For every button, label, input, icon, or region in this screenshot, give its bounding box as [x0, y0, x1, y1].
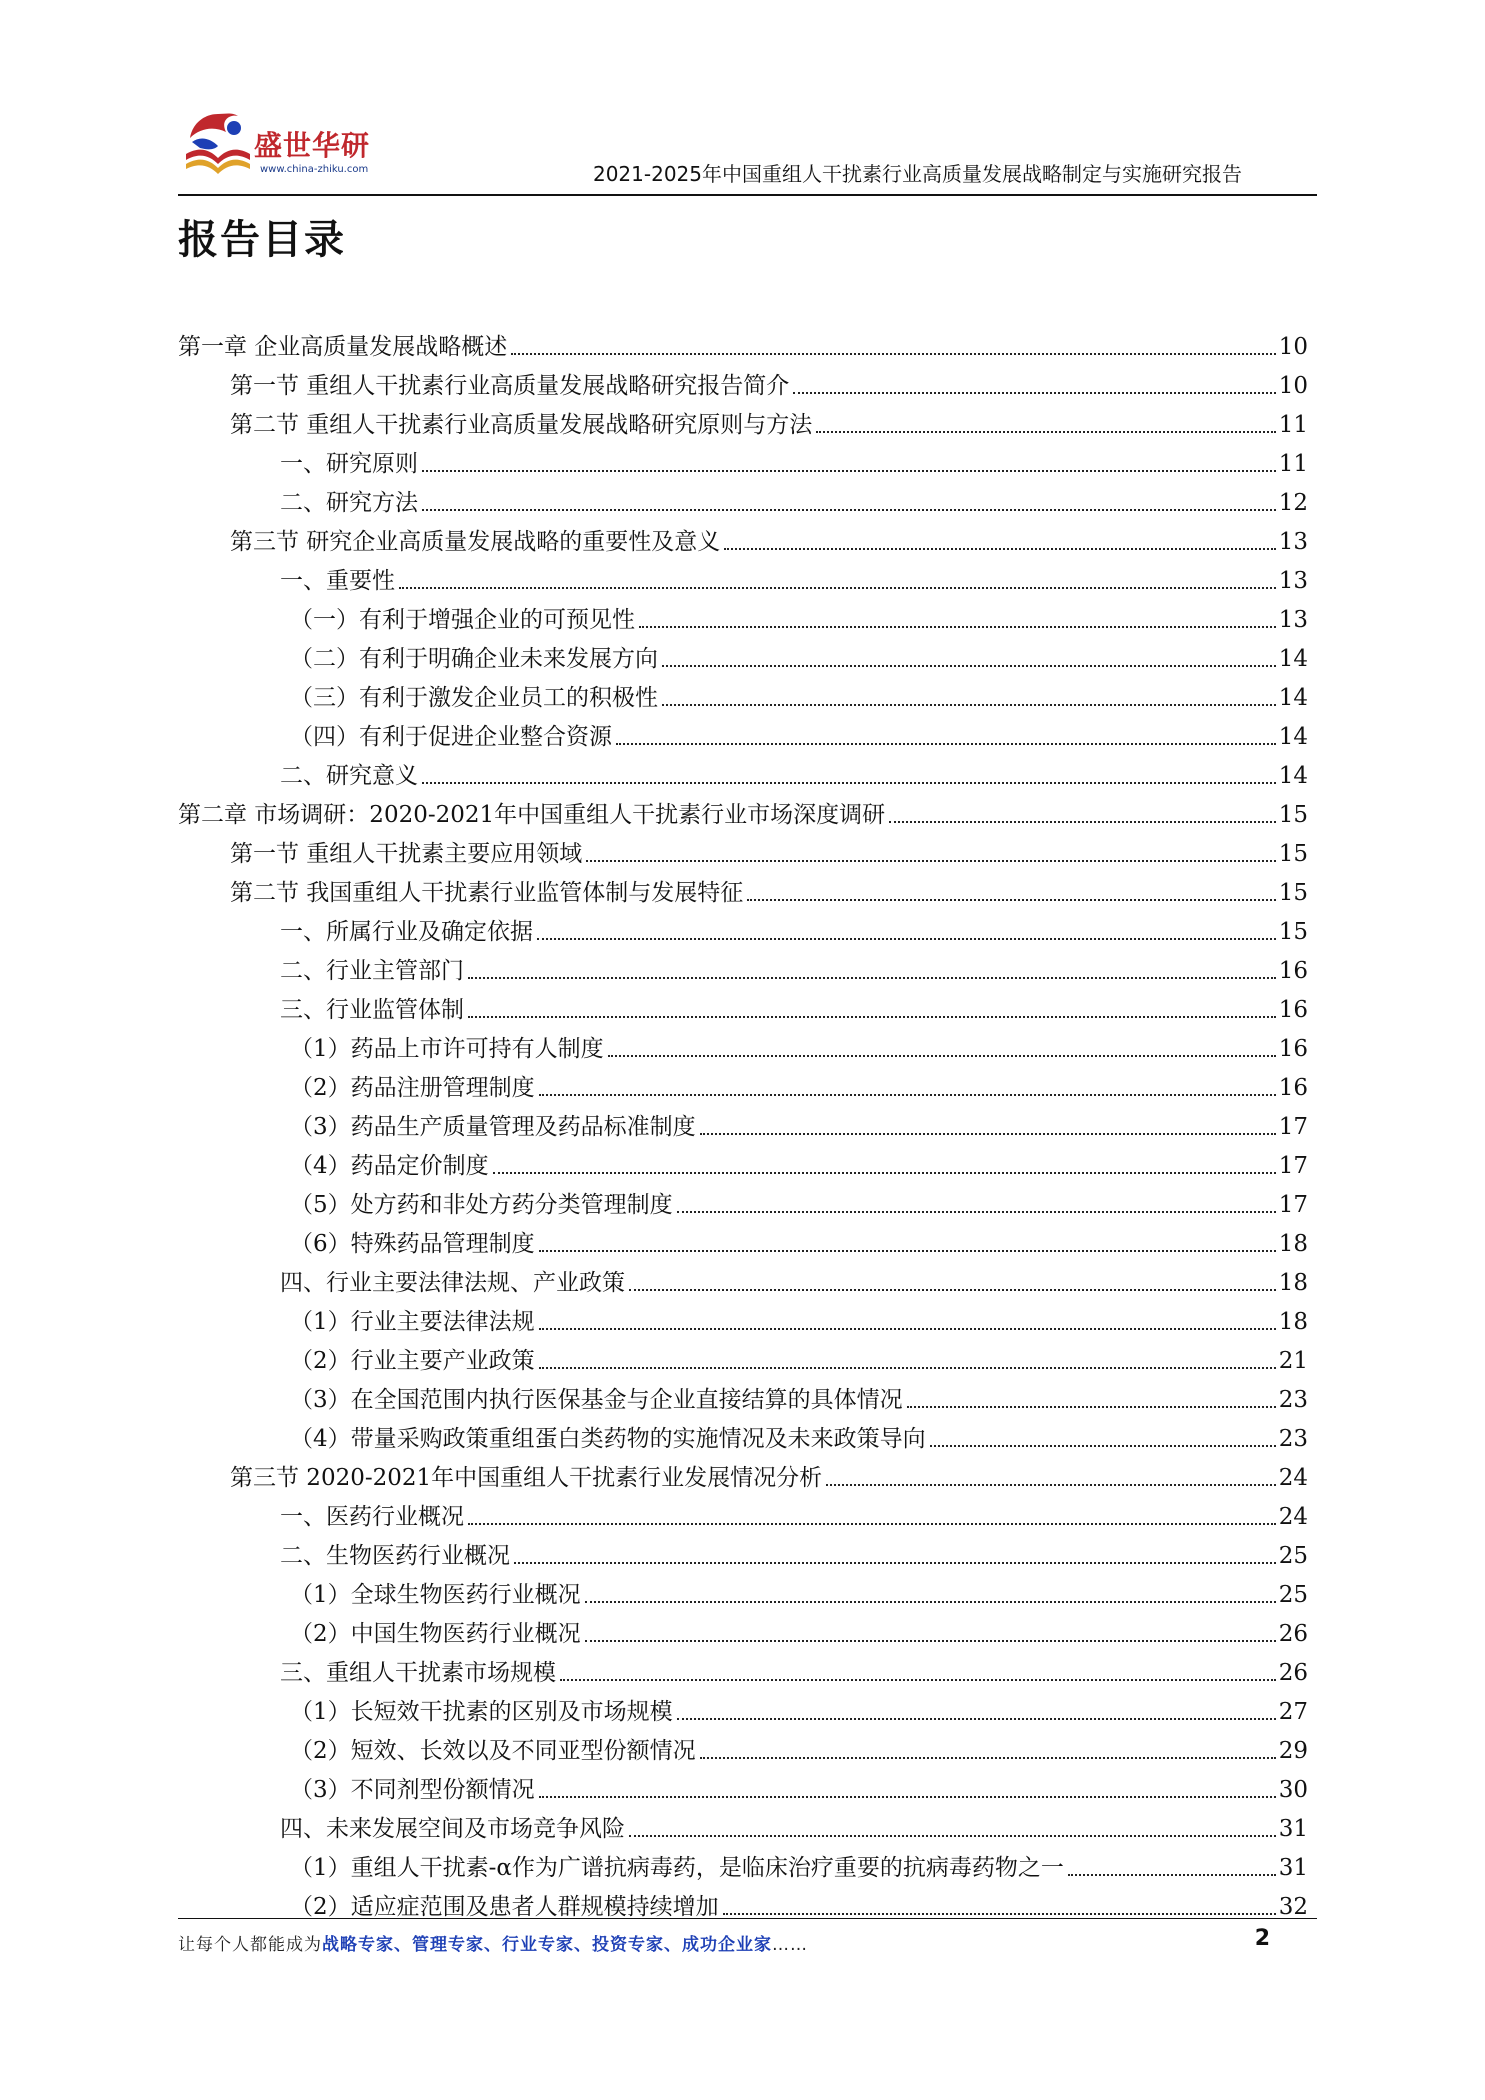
page-number: 2 [1254, 1926, 1270, 1951]
toc-entry[interactable] [290, 713, 1308, 752]
toc-dot-leader [422, 470, 1276, 472]
toc-dot-leader [724, 548, 1275, 550]
toc-entry-title: （1）重组人干扰素-α作为广谱抗病毒药，是临床治疗重要的抗病毒药物之一 [290, 1855, 1064, 1881]
toc-entry-page: 32 [1278, 1894, 1308, 1920]
toc-entry-title: 二、行业主管部门 [280, 958, 464, 984]
toc-dot-leader [816, 431, 1275, 433]
toc-dot-leader [616, 743, 1276, 745]
toc-entry[interactable] [280, 947, 1308, 986]
toc-dot-leader [511, 353, 1275, 355]
toc-entry[interactable] [280, 1532, 1308, 1571]
toc-entry[interactable] [230, 401, 1308, 440]
toc-entry[interactable] [290, 1844, 1308, 1883]
toc-entry-page: 17 [1278, 1153, 1308, 1179]
toc-entry[interactable] [290, 1610, 1308, 1649]
toc-entry[interactable] [290, 674, 1308, 713]
toc-entry-title: （一）有利于增强企业的可预见性 [290, 607, 635, 633]
toc-entry-title: 第二节 我国重组人干扰素行业监管体制与发展特征 [230, 880, 744, 906]
toc-entry-page: 31 [1278, 1855, 1308, 1881]
toc-entry-page: 13 [1278, 607, 1308, 633]
toc-entry-title: （三）有利于激发企业员工的积极性 [290, 685, 658, 711]
toc-entry-page: 15 [1278, 880, 1308, 906]
toc-entry-title: 第二节 重组人干扰素行业高质量发展战略研究原则与方法 [230, 412, 813, 438]
toc-entry-page: 14 [1278, 646, 1308, 672]
toc-entry-title: 四、行业主要法律法规、产业政策 [280, 1270, 625, 1296]
toc-entry-page: 12 [1278, 490, 1308, 516]
toc-entry-title: （1）药品上市许可持有人制度 [290, 1036, 604, 1062]
toc-entry[interactable] [290, 1883, 1308, 1922]
toc-entry-title: （4）带量采购政策重组蛋白类药物的实施情况及未来政策导向 [290, 1426, 926, 1452]
toc-entry-title: （2）药品注册管理制度 [290, 1075, 535, 1101]
toc-entry[interactable] [280, 752, 1308, 791]
toc-entry-page: 14 [1278, 685, 1308, 711]
toc-entry[interactable] [280, 1805, 1308, 1844]
toc-dot-leader [793, 392, 1275, 394]
toc-dot-leader [468, 1523, 1276, 1525]
toc-entry-page: 23 [1278, 1426, 1308, 1452]
toc-entry-title: 三、重组人干扰素市场规模 [280, 1660, 556, 1686]
toc-entry[interactable] [280, 1259, 1308, 1298]
toc-entry-page: 26 [1278, 1621, 1308, 1647]
toc-dot-leader [537, 938, 1276, 940]
toc-dot-leader [539, 1328, 1276, 1330]
toc-dot-leader [629, 1835, 1276, 1837]
toc-dot-leader [493, 1172, 1276, 1174]
toc-entry-page: 16 [1278, 958, 1308, 984]
toc-entry-title: 三、行业监管体制 [280, 997, 464, 1023]
toc-entry-title: 第一节 重组人干扰素主要应用领域 [230, 841, 583, 867]
toc-entry[interactable] [290, 1688, 1308, 1727]
toc-entry-page: 30 [1278, 1777, 1308, 1803]
toc-entry-title: （1）长短效干扰素的区别及市场规模 [290, 1699, 673, 1725]
toc-entry-page: 15 [1278, 802, 1308, 828]
toc-entry[interactable] [290, 1220, 1308, 1259]
toc-entry-page: 15 [1278, 919, 1308, 945]
toc-dot-leader [629, 1289, 1276, 1291]
toc-entry-title: 一、重要性 [280, 568, 395, 594]
toc-entry-page: 21 [1278, 1348, 1308, 1374]
toc-entry-title: （3）药品生产质量管理及药品标准制度 [290, 1114, 696, 1140]
toc-entry-page: 10 [1278, 373, 1308, 399]
toc-dot-leader [539, 1250, 1276, 1252]
toc-entry-title: （2）短效、长效以及不同亚型份额情况 [290, 1738, 696, 1764]
toc-entry[interactable] [230, 1454, 1308, 1493]
footer-slogan [178, 1930, 808, 1955]
toc-entry[interactable] [280, 1649, 1308, 1688]
toc-entry-page: 16 [1278, 997, 1308, 1023]
toc-entry-page: 14 [1278, 763, 1308, 789]
footer-slogan-highlight: 战略专家、管理专家、行业专家、投资专家、成功企业家 [322, 1935, 772, 1955]
toc-entry[interactable] [178, 323, 1308, 362]
toc-dot-leader [608, 1055, 1276, 1057]
toc-entry[interactable] [230, 869, 1308, 908]
toc-dot-leader [677, 1718, 1276, 1720]
toc-entry-page: 31 [1278, 1816, 1308, 1842]
toc-entry-title: 四、未来发展空间及市场竞争风险 [280, 1816, 625, 1842]
toc-entry-title: （2）行业主要产业政策 [290, 1348, 535, 1374]
toc-entry-page: 10 [1278, 334, 1308, 360]
toc-dot-leader [826, 1484, 1276, 1486]
toc-entry-title: （2）中国生物医药行业概况 [290, 1621, 581, 1647]
toc-entry-title: 二、生物医药行业概况 [280, 1543, 510, 1569]
toc-entry-title: 第二章 市场调研：2020-2021年中国重组人干扰素行业市场深度调研 [178, 802, 886, 828]
toc-entry[interactable] [290, 1103, 1308, 1142]
toc-entry[interactable] [290, 1415, 1308, 1454]
toc-entry-title: （二）有利于明确企业未来发展方向 [290, 646, 658, 672]
toc-entry[interactable] [290, 1025, 1308, 1064]
toc-entry-title: 二、研究方法 [280, 490, 418, 516]
toc-dot-leader [585, 1640, 1276, 1642]
toc-dot-leader [1068, 1874, 1276, 1876]
toc-entry[interactable] [290, 1376, 1308, 1415]
toc-dot-leader [930, 1445, 1276, 1447]
toc-entry-title: （四）有利于促进企业整合资源 [290, 724, 612, 750]
toc-entry-title: （5）处方药和非处方药分类管理制度 [290, 1192, 673, 1218]
toc-entry-title: 一、医药行业概况 [280, 1504, 464, 1530]
toc-dot-leader [585, 1601, 1276, 1603]
toc-entry-page: 13 [1278, 568, 1308, 594]
toc-entry[interactable] [280, 908, 1308, 947]
logo-url: www.china-zhiku.com [260, 164, 369, 175]
toc-dot-leader [468, 1016, 1276, 1018]
toc-entry-page: 15 [1278, 841, 1308, 867]
toc-entry-title: 第三节 研究企业高质量发展战略的重要性及意义 [230, 529, 721, 555]
toc-dot-leader [399, 587, 1276, 589]
toc-entry-page: 26 [1278, 1660, 1308, 1686]
toc-dot-leader [514, 1562, 1276, 1564]
toc-entry-title: 第一章 企业高质量发展战略概述 [178, 334, 508, 360]
toc-entry-page: 13 [1278, 529, 1308, 555]
toc-entry[interactable] [290, 1766, 1308, 1805]
toc-dot-leader [662, 704, 1276, 706]
toc-dot-leader [539, 1367, 1276, 1369]
toc-entry[interactable] [290, 596, 1308, 635]
toc-dot-leader [560, 1679, 1276, 1681]
toc-entry[interactable] [230, 362, 1308, 401]
toc-dot-leader [468, 977, 1276, 979]
toc-entry-page: 29 [1278, 1738, 1308, 1764]
toc-entry-title: （6）特殊药品管理制度 [290, 1231, 535, 1257]
toc-entry[interactable] [290, 1298, 1308, 1337]
toc-entry[interactable] [290, 1142, 1308, 1181]
toc-entry[interactable] [290, 635, 1308, 674]
toc-entry-page: 27 [1278, 1699, 1308, 1725]
toc-dot-leader [586, 860, 1275, 862]
toc-dot-leader [700, 1757, 1276, 1759]
toc-entry-title: 一、所属行业及确定依据 [280, 919, 533, 945]
toc-entry-title: 第一节 重组人干扰素行业高质量发展战略研究报告简介 [230, 373, 790, 399]
toc-entry-title: 一、研究原则 [280, 451, 418, 477]
header-divider [178, 194, 1317, 196]
toc-dot-leader [907, 1406, 1276, 1408]
logo-wordmark: 盛世华研 [254, 129, 371, 162]
toc-dot-leader [747, 899, 1275, 901]
toc-entry-page: 25 [1278, 1543, 1308, 1569]
company-logo [178, 106, 388, 186]
toc-entry-page: 18 [1278, 1270, 1308, 1296]
report-title: 2021-2025年中国重组人干扰素行业高质量发展战略制定与实施研究报告 [592, 162, 1242, 186]
toc-entry[interactable] [280, 479, 1308, 518]
toc-entry-title: （4）药品定价制度 [290, 1153, 489, 1179]
toc-entry-title: （1）全球生物医药行业概况 [290, 1582, 581, 1608]
toc-entry[interactable] [290, 1727, 1308, 1766]
toc-entry[interactable] [290, 1337, 1308, 1376]
toc-dot-leader [889, 821, 1276, 823]
toc-entry-page: 24 [1278, 1465, 1308, 1491]
toc-entry[interactable] [290, 1064, 1308, 1103]
footer-slogan-prefix: 让每个人都能成为 [178, 1935, 322, 1955]
toc-entry-page: 16 [1278, 1075, 1308, 1101]
toc-dot-leader [677, 1211, 1276, 1213]
toc-entry-title: 第三节 2020-2021年中国重组人干扰素行业发展情况分析 [230, 1465, 823, 1491]
toc-dot-leader [539, 1796, 1276, 1798]
toc-entry[interactable] [280, 986, 1308, 1025]
toc-entry-page: 24 [1278, 1504, 1308, 1530]
toc-entry[interactable] [178, 791, 1308, 830]
toc-dot-leader [639, 626, 1276, 628]
toc-entry-page: 11 [1278, 451, 1308, 477]
footer-slogan-suffix: …… [772, 1935, 808, 1955]
toc-entry-title: （3）不同剂型份额情况 [290, 1777, 535, 1803]
toc-entry-page: 25 [1278, 1582, 1308, 1608]
toc-entry-page: 14 [1278, 724, 1308, 750]
toc-dot-leader [422, 509, 1276, 511]
toc-entry[interactable] [230, 830, 1308, 869]
toc-entry-page: 16 [1278, 1036, 1308, 1062]
toc-dot-leader [700, 1133, 1276, 1135]
toc-entry[interactable] [280, 557, 1308, 596]
toc-dot-leader [422, 782, 1276, 784]
toc-entry-page: 18 [1278, 1231, 1308, 1257]
page-title: 报告目录 [178, 217, 346, 263]
toc-dot-leader [662, 665, 1276, 667]
toc-entry[interactable] [280, 440, 1308, 479]
toc-entry-page: 18 [1278, 1309, 1308, 1335]
toc-entry-page: 17 [1278, 1114, 1308, 1140]
toc-entry[interactable] [290, 1571, 1308, 1610]
toc-entry-page: 23 [1278, 1387, 1308, 1413]
toc-entry-page: 11 [1278, 412, 1308, 438]
toc-dot-leader [539, 1094, 1276, 1096]
toc-dot-leader [723, 1913, 1276, 1915]
toc-entry-title: （1）行业主要法律法规 [290, 1309, 535, 1335]
footer-divider [178, 1918, 1317, 1919]
toc-entry[interactable] [290, 1181, 1308, 1220]
book-logo-icon [178, 106, 258, 186]
toc-entry[interactable] [230, 518, 1308, 557]
toc-entry-title: 二、研究意义 [280, 763, 418, 789]
toc-entry[interactable] [280, 1493, 1308, 1532]
toc-entry-title: （2）适应症范围及患者人群规模持续增加 [290, 1894, 719, 1920]
toc-entry-page: 17 [1278, 1192, 1308, 1218]
toc-entry-title: （3）在全国范围内执行医保基金与企业直接结算的具体情况 [290, 1387, 903, 1413]
